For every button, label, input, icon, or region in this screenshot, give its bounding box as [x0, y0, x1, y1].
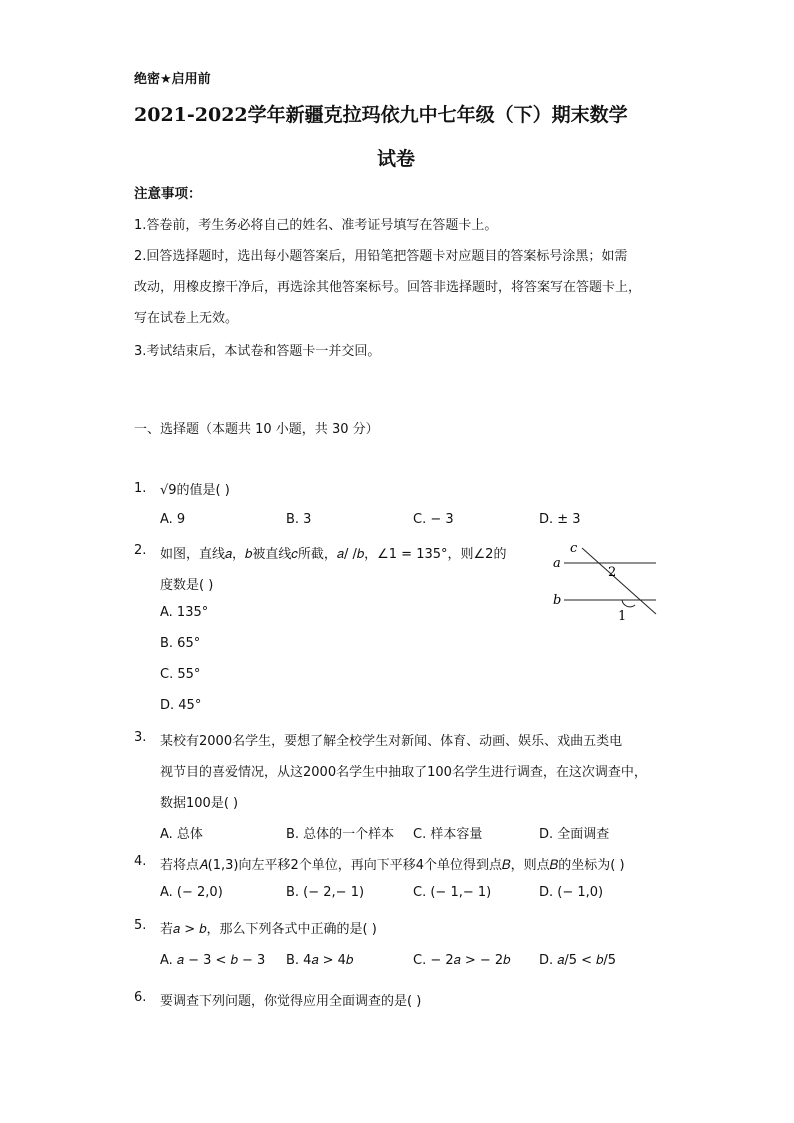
- label-c: c: [570, 541, 578, 556]
- question-number: 4.: [134, 854, 147, 869]
- secret-label: 绝密★启用前: [134, 72, 211, 87]
- question-stem-line1: 某校有2000名学生，要想了解全校学生对新闻、体育、动画、娱乐、戏曲五类电: [160, 734, 623, 749]
- option-c: C. 55°: [160, 667, 201, 682]
- angle-1-arc: [622, 600, 635, 607]
- question-stem-line2: 度数是( ): [160, 578, 214, 593]
- question-stem: √9的值是( ): [160, 483, 230, 498]
- option-b: B. 3: [286, 512, 312, 527]
- option-d: D. (− 1,0): [539, 885, 604, 900]
- option-a: A. 135°: [160, 605, 209, 620]
- label-1: 1: [618, 609, 627, 620]
- option-d: D. 全面调查: [539, 827, 610, 842]
- option-b: B. 4𝑎 > 4𝑏: [286, 953, 354, 968]
- question-number: 5.: [134, 918, 147, 933]
- question-number: 1.: [134, 481, 147, 496]
- label-a: a: [553, 556, 561, 571]
- option-a: A. (− 2,0): [160, 885, 223, 900]
- option-b: B. 65°: [160, 636, 201, 651]
- option-c: C. − 3: [413, 512, 454, 527]
- question-stem-line3: 数据100是( ): [160, 796, 239, 811]
- option-b: B. (− 2,− 1): [286, 885, 365, 900]
- question-stem-line2: 视节目的喜爱情况，从这2000名学生中抽取了100名学生进行调查，在这次调查中，: [160, 765, 647, 780]
- notice-item-3: 3.考试结束后，本试卷和答题卡一并交回。: [134, 344, 381, 359]
- option-d: D. 45°: [160, 698, 202, 713]
- notice-item-2-cont: 改动，用橡皮擦干净后，再选涂其他答案标号。回答非选择题时，将答案写在答题卡上，: [134, 280, 642, 295]
- parallel-lines-figure: [548, 540, 668, 620]
- option-c: C. (− 1,− 1): [413, 885, 492, 900]
- notice-heading: 注意事项：: [134, 186, 202, 202]
- page-title-line2: 试卷: [377, 148, 416, 170]
- line-c: [582, 548, 656, 614]
- option-a: A. 9: [160, 512, 186, 527]
- notice-item-2: 2.回答选择题时，选出每小题答案后，用铅笔把答题卡对应题目的答案标号涂黑；如需: [134, 249, 628, 264]
- question-number: 2.: [134, 543, 147, 558]
- question-number: 6.: [134, 990, 147, 1005]
- question-stem-line1: 如图，直线𝑎，𝑏被直线𝑐所截，𝑎/ /𝑏，∠1 = 135°，则∠2的: [160, 547, 507, 562]
- question-stem: 若将点𝐴(1,3)向左平移2个单位，再向下平移4个单位得到点𝐵，则点𝐵的坐标为( ): [160, 858, 625, 873]
- page-title-line1: 2021-2022学年新疆克拉玛依九中七年级（下）期末数学: [134, 104, 628, 126]
- option-a: A. 𝑎 − 3 < 𝑏 − 3: [160, 953, 266, 968]
- option-d: D. 𝑎/5 < 𝑏/5: [539, 953, 617, 968]
- label-2: 2: [608, 565, 617, 580]
- label-b: b: [553, 593, 562, 608]
- option-d: D. ± 3: [539, 512, 581, 527]
- option-a: A. 总体: [160, 827, 203, 842]
- section-heading: 一、选择题（本题共 10 小题，共 30 分）: [134, 422, 379, 437]
- question-number: 3.: [134, 730, 147, 745]
- notice-item-1: 1.答卷前，考生务必将自己的姓名、准考证号填写在答题卡上。: [134, 218, 498, 233]
- question-stem: 要调查下列问题，你觉得应用全面调查的是( ): [160, 994, 422, 1009]
- question-stem: 若𝑎 > 𝑏，那么下列各式中正确的是( ): [160, 922, 377, 937]
- option-c: C. − 2𝑎 > − 2𝑏: [413, 953, 511, 968]
- notice-item-2-cont2: 写在试卷上无效。: [134, 311, 239, 326]
- option-c: C. 样本容量: [413, 827, 483, 842]
- option-b: B. 总体的一个样本: [286, 827, 395, 842]
